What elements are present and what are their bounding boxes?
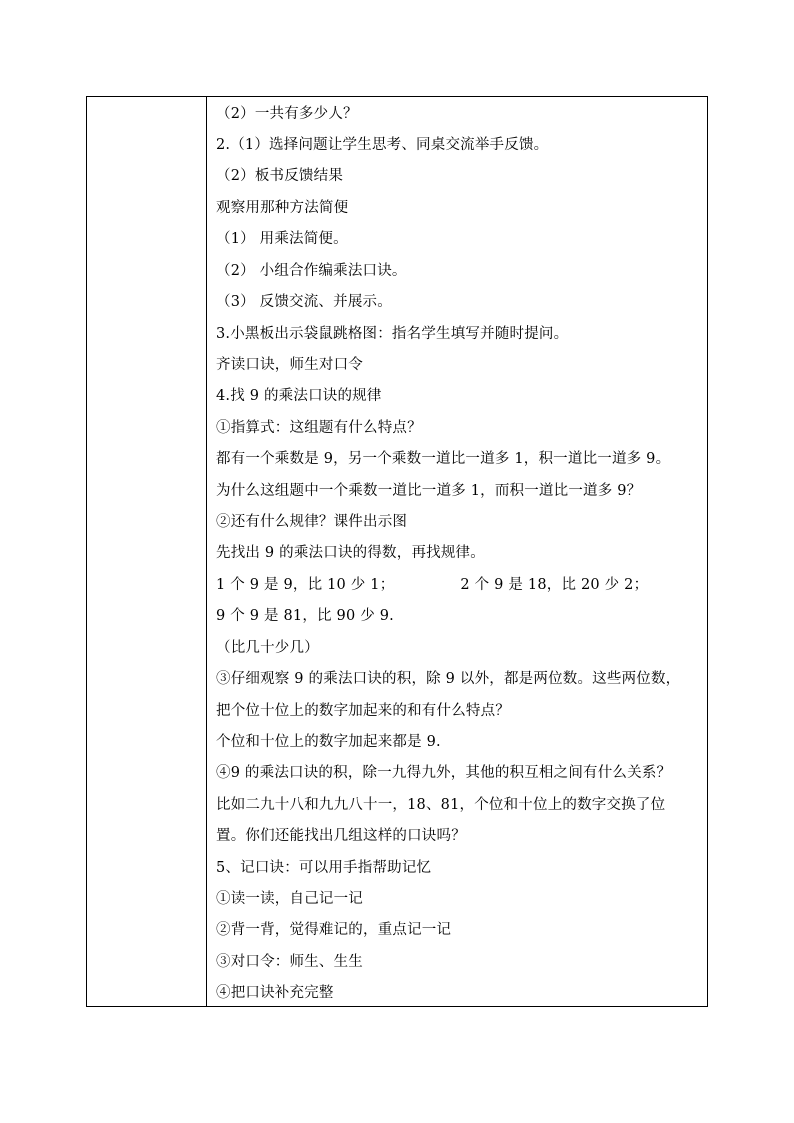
text-line: 3.小黑板出示袋鼠跳格图：指名学生填写并随时提问。 (216, 326, 569, 342)
text-line: （1） 用乘法简便。 (216, 231, 348, 247)
text-line: ④把口诀补充完整 (216, 985, 334, 1001)
lesson-table (86, 96, 708, 1007)
pair-right: 2 个 9 是 18，比 20 少 2； (460, 577, 649, 593)
text-line: ①指算式：这组题有什么特点？ (216, 420, 422, 436)
text-line: 观察用那种方法简便 (216, 200, 349, 216)
text-line: （2）一共有多少人？ (216, 106, 358, 122)
text-line: ③对口令：师生、生生 (216, 954, 363, 970)
text-line: ②背一背，觉得难记的，重点记一记 (216, 922, 452, 938)
table-content-cell (207, 97, 707, 1006)
text-line: 5、记口诀：可以用手指帮助记忆 (216, 860, 432, 876)
text-line-pair (216, 576, 648, 594)
text-line: （2） 小组合作编乘法口诀。 (216, 263, 407, 279)
text-line: 4.找 9 的乘法口诀的规律 (216, 388, 382, 404)
text-line: 把个位十位上的数字加起来的和有什么特点？ (216, 703, 510, 719)
text-line: 个位和十位上的数字加起来都是 9. (216, 734, 441, 750)
text-line: ④9 的乘法口诀的积，除一九得九外，其他的积互相之间有什么关系？ (216, 765, 672, 781)
text-line: 齐读口诀，师生对口令 (216, 357, 363, 373)
text-line: ②还有什么规律？课件出示图 (216, 514, 408, 530)
text-line: 9 个 9 是 81，比 90 少 9. (216, 608, 394, 624)
text-line: （3） 反馈交流、并展示。 (216, 294, 392, 310)
text-line: 比如二九十八和九九八十一，18、81，个位和十位上的数字交换了位 (216, 797, 666, 813)
text-line: 先找出 9 的乘法口诀的得数，再找规律。 (216, 545, 485, 561)
text-line: ①读一读，自己记一记 (216, 891, 363, 907)
text-line: ③仔细观察 9 的乘法口诀的积，除 9 以外，都是两位数。这些两位数， (216, 671, 681, 687)
text-line: 为什么这组题中一个乘数一道比一道多 1，而积一道比一道多 9？ (216, 483, 642, 499)
text-line: （比几十少几） (216, 640, 319, 656)
text-line: （2）板书反馈结果 (216, 168, 344, 184)
text-line: 置。你们还能找出几组这样的口诀吗？ (216, 828, 466, 844)
table-left-column (87, 97, 207, 1006)
text-line: 2.（1）选择问题让学生思考、同桌交流举手反馈。 (216, 137, 549, 153)
pair-left: 1 个 9 是 9，比 10 少 1； (216, 577, 395, 593)
text-line: 都有一个乘数是 9，另一个乘数一道比一道多 1，积一道比一道多 9。 (216, 451, 671, 467)
